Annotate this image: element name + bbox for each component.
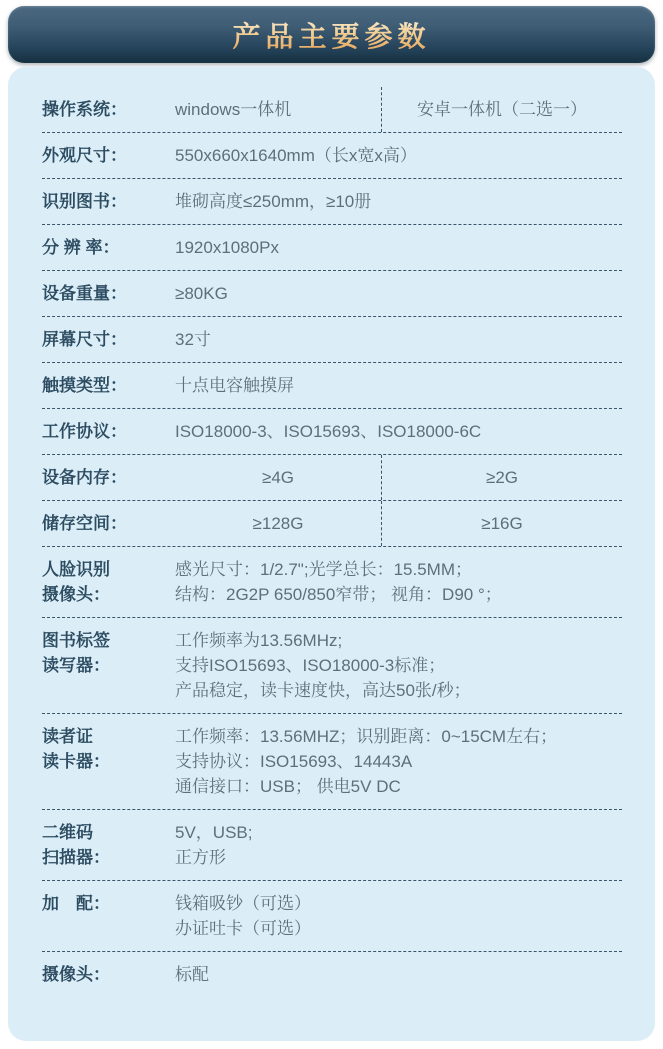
label-line: 读写器： (42, 656, 110, 675)
label-line: 人脸识别 (42, 560, 110, 579)
spec-label (42, 618, 175, 713)
spec-row (42, 87, 622, 133)
value-line: 正方形 (175, 848, 226, 867)
split-right: ≥2G (381, 455, 622, 500)
label-line: 图书标签 (42, 631, 110, 650)
spec-label (42, 714, 175, 809)
spec-label (42, 881, 175, 951)
spec-label (42, 133, 175, 178)
value-line: ≥80KG (175, 284, 228, 303)
split-right: 安卓一体机（二选一） (381, 87, 622, 132)
spec-label (42, 547, 175, 617)
spec-value (175, 952, 622, 997)
label-line: 摄像头： (42, 965, 110, 984)
spec-label (42, 501, 175, 546)
spec-row (42, 547, 622, 618)
spec-row (42, 133, 622, 179)
label-line: 外观尺寸： (42, 146, 127, 165)
split-left: ≥128G (252, 514, 304, 533)
spec-row (42, 810, 622, 881)
spec-label (42, 363, 175, 408)
value-line: 堆砌高度≤250mm，≥10册 (175, 192, 372, 211)
spec-value (175, 714, 622, 809)
spec-row (42, 618, 622, 714)
page-title: 产品主要参数 (232, 15, 430, 55)
split-left: windows一体机 (175, 100, 292, 119)
split-right: ≥16G (381, 501, 622, 546)
label-line: 扫描器： (42, 848, 110, 867)
spec-value (175, 363, 622, 408)
label-line: 分 辨 率： (42, 238, 120, 257)
label-line: 加 配： (42, 894, 110, 913)
value-line: 办证吐卡（可选） (175, 919, 311, 938)
value-line: 通信接口：USB； 供电5V DC (175, 777, 401, 796)
value-line: 5V，USB; (175, 823, 253, 842)
spec-card (8, 67, 655, 1041)
value-line: 支持协议：ISO15693、14443A (175, 752, 413, 771)
label-line: 设备内存： (42, 468, 127, 487)
split-left: ≥4G (261, 468, 294, 487)
spec-value (175, 618, 622, 713)
spec-row (42, 271, 622, 317)
spec-row (42, 179, 622, 225)
spec-label (42, 455, 175, 500)
label-line: 摄像头： (42, 585, 110, 604)
value-line: 标配 (175, 965, 209, 984)
spec-label (42, 225, 175, 270)
spec-row (42, 455, 622, 501)
value-line: 结构：2G2P 650/850窄带； 视角：D90 °； (175, 585, 502, 604)
value-line: 1920x1080Px (175, 238, 279, 257)
value-line: 工作频率为13.56MHz; (175, 631, 343, 650)
spec-value (175, 317, 622, 362)
header-bar (8, 6, 655, 63)
spec-value (175, 271, 622, 316)
value-line: 产品稳定，读卡速度快，高达50张/秒； (175, 681, 471, 700)
value-line: 工作频率：13.56MHZ；识别距离：0~15CM左右； (175, 727, 558, 746)
label-line: 读卡器： (42, 752, 110, 771)
spec-value (175, 547, 622, 617)
value-line: 钱箱吸钞（可选） (175, 894, 311, 913)
label-line: 工作协议： (42, 422, 127, 441)
value-line: ISO18000-3、ISO15693、ISO18000-6C (175, 422, 482, 441)
value-line: 32寸 (175, 330, 211, 349)
spec-row (42, 225, 622, 271)
spec-value-split (175, 455, 622, 500)
spec-row (42, 317, 622, 363)
spec-label (42, 810, 175, 880)
spec-row (42, 363, 622, 409)
spec-row (42, 409, 622, 455)
spec-table (42, 87, 622, 997)
value-line: 550x660x1640mm（长x宽x高） (175, 146, 417, 165)
value-line: 感光尺寸：1/2.7";光学总长：15.5MM； (175, 560, 472, 579)
spec-row (42, 501, 622, 547)
spec-value (175, 179, 622, 224)
spec-value (175, 409, 622, 454)
spec-value (175, 881, 622, 951)
spec-row (42, 952, 622, 997)
spec-value (175, 133, 622, 178)
label-line: 读者证 (42, 727, 93, 746)
spec-label (42, 952, 175, 997)
label-line: 触摸类型： (42, 376, 127, 395)
label-line: 储存空间： (42, 514, 127, 533)
spec-label (42, 87, 175, 132)
spec-label (42, 271, 175, 316)
value-line: 支持ISO15693、ISO18000-3标准； (175, 656, 446, 675)
spec-value (175, 225, 622, 270)
label-line: 设备重量： (42, 284, 127, 303)
label-line: 操作系统： (42, 100, 127, 119)
spec-value-split (175, 87, 622, 132)
spec-label (42, 179, 175, 224)
value-line: 十点电容触摸屏 (175, 376, 294, 395)
spec-label (42, 317, 175, 362)
label-line: 识别图书： (42, 192, 127, 211)
spec-row (42, 714, 622, 810)
spec-value (175, 810, 622, 880)
label-line: 二维码 (42, 823, 93, 842)
spec-label (42, 409, 175, 454)
spec-row (42, 881, 622, 952)
spec-value-split (175, 501, 622, 546)
label-line: 屏幕尺寸： (42, 330, 127, 349)
